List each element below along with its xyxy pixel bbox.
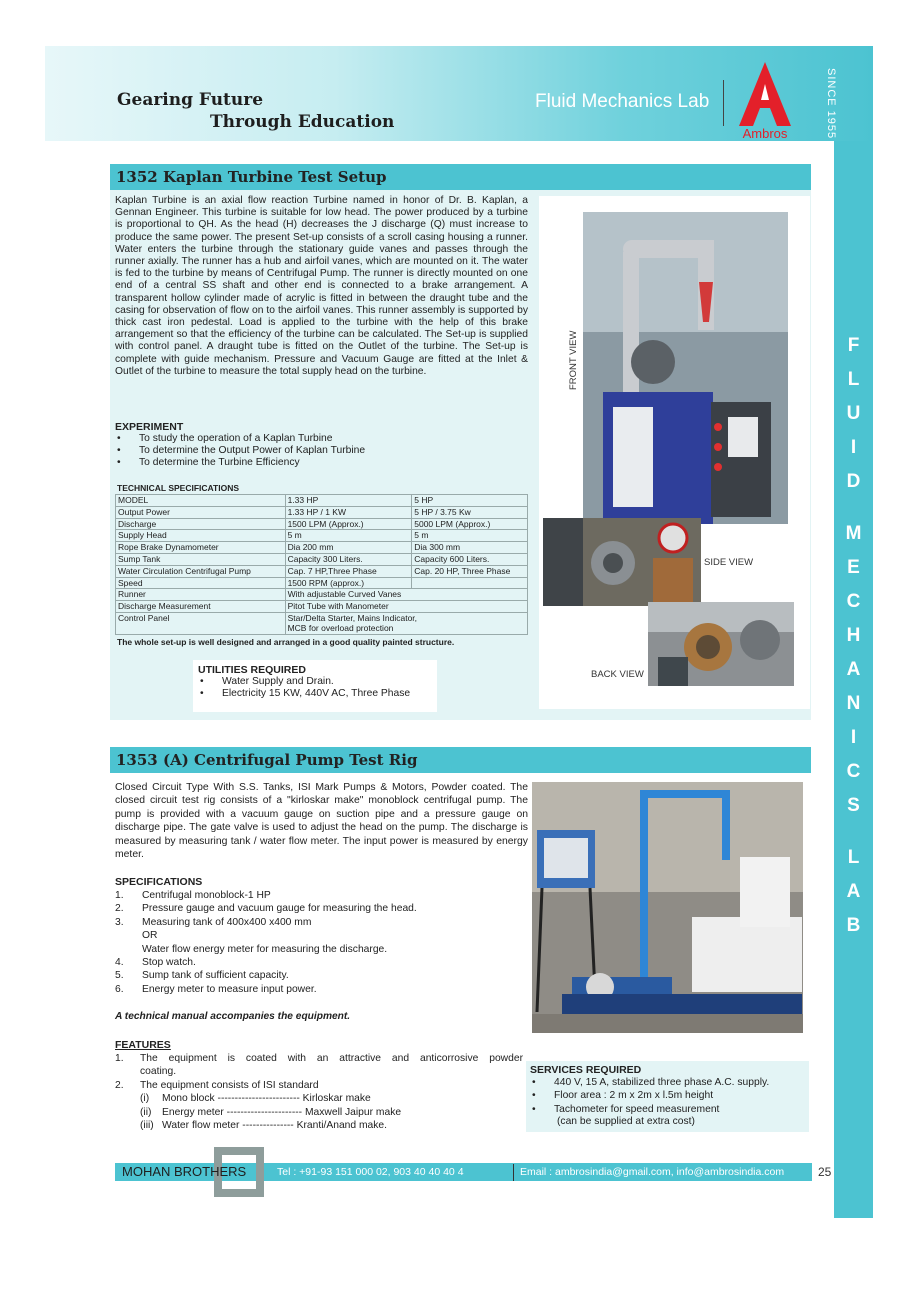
- item-text: Water flow meter --------------- Kranti/Anand make.: [162, 1120, 388, 1132]
- side-letter: M: [845, 523, 862, 544]
- side-view-label: SIDE VIEW: [704, 557, 754, 568]
- list-item: [115, 1119, 523, 1132]
- table-cell: Cap. 20 HP, Three Phase: [412, 565, 528, 577]
- item-text: Mono block ------------------------ Kirloskar make: [162, 1093, 371, 1105]
- table-cell: 1500 RPM (approx.): [285, 577, 412, 589]
- table-cell: Discharge Measurement: [116, 601, 286, 613]
- list-item: [115, 1079, 523, 1092]
- item-text: Pressure gauge and vacuum gauge for measuring the head.: [142, 903, 417, 915]
- list-item: [115, 929, 525, 942]
- item-number: 6.: [115, 983, 124, 995]
- feature-text: The equipment consists of ISI standard: [140, 1079, 319, 1091]
- list-item: • Water Supply and Drain.: [198, 676, 432, 688]
- list-item: • To study the operation of a Kaplan Turbine: [115, 433, 515, 445]
- list-item: [115, 889, 525, 902]
- side-letter: D: [846, 471, 861, 492]
- feature-text-cont: coating.: [140, 1066, 177, 1078]
- table-cell: Runner: [116, 589, 286, 601]
- services-heading: SERVICES REQUIRED: [530, 1064, 642, 1076]
- side-letter: A: [846, 881, 861, 902]
- side-letter: I: [850, 727, 857, 748]
- table-row: [116, 506, 528, 518]
- experiment-heading: EXPERIMENT: [115, 421, 184, 433]
- item-number: 3.: [115, 916, 124, 928]
- front-view-photo: [583, 212, 788, 524]
- centrifugal-description: Closed Circuit Type With S.S. Tanks, ISI Mark Pumps & Motors, Powder coated. The closed circuit test rig consists of a "kirloskar make" monoblock centrifugal pump. The pump is provided with a vacuum gauge on suction pipe and a pressure gauge on discharge pipe. The gate valve is used to adjust the head on the pump. The discharge is measured by measuring tank / water flow meter. The input power is measured by energy meter.: [115, 782, 528, 861]
- utilities-box: [193, 660, 437, 712]
- side-letter: N: [846, 693, 861, 714]
- table-cell: Supply Head: [116, 530, 286, 542]
- table-cell: Capacity 600 Liters.: [412, 553, 528, 565]
- table-cell: Rope Brake Dynamometer: [116, 542, 286, 554]
- side-letter: A: [846, 659, 861, 680]
- table-row: [116, 612, 528, 634]
- cell-line: With adjustable Curved Vanes: [287, 589, 402, 600]
- table-row: [116, 565, 528, 577]
- tagline-line-1: Gearing Future: [117, 90, 264, 110]
- services-list: [530, 1076, 805, 1116]
- cell-line: MCB for overload protection: [287, 623, 394, 634]
- table-cell: Sump Tank: [116, 553, 286, 565]
- table-cell: [285, 601, 527, 613]
- side-letter: L: [847, 369, 860, 390]
- list-item: • 440 V, 15 A, stabilized three phase A.C. supply.: [530, 1076, 805, 1089]
- table-cell: 5 HP / 3.75 Kw: [412, 506, 528, 518]
- table-row: [116, 518, 528, 530]
- table-cell: Output Power: [116, 506, 286, 518]
- company-name: MOHAN BROTHERS: [122, 1164, 247, 1179]
- table-row: [116, 577, 528, 589]
- list-item: • Electricity 15 KW, 440V AC, Three Phase: [198, 688, 432, 700]
- table-row: [116, 542, 528, 554]
- build-quality-note: The whole set-up is well designed and arranged in a good quality painted structure.: [117, 637, 455, 647]
- list-item: [115, 1052, 523, 1065]
- side-letter: I: [850, 437, 857, 458]
- footer-telephone: Tel : +91-93 151 000 02, 903 40 40 40 4: [277, 1166, 464, 1178]
- item-number: 4.: [115, 957, 124, 969]
- item-number: (iii): [140, 1120, 154, 1132]
- table-row: [116, 495, 528, 507]
- table-cell: Control Panel: [116, 612, 286, 634]
- list-item: • To determine the Output Power of Kaplan Turbine: [115, 445, 515, 457]
- side-letter: B: [846, 915, 861, 936]
- list-item: [115, 1106, 523, 1119]
- manual-note: A technical manual accompanies the equipment.: [115, 1011, 351, 1022]
- ambros-logo: [733, 60, 797, 140]
- side-letter: C: [846, 591, 861, 612]
- item-text: Centrifugal monoblock-1 HP: [142, 890, 271, 901]
- section-title-centrifugal: 1353 (A) Centrifugal Pump Test Rig: [110, 747, 811, 773]
- feature-number: 2.: [115, 1079, 124, 1091]
- tech-spec-heading: TECHNICAL SPECIFICATIONS: [117, 483, 239, 493]
- footer-divider: [513, 1164, 514, 1181]
- side-letter: U: [846, 403, 861, 424]
- side-letter: L: [847, 847, 860, 868]
- table-cell: Dia 200 mm: [285, 542, 412, 554]
- table-cell: Speed: [116, 577, 286, 589]
- table-cell: Cap. 7 HP,Three Phase: [285, 565, 412, 577]
- list-item: [115, 969, 525, 982]
- side-view-photo: [543, 518, 701, 606]
- table-cell: MODEL: [116, 495, 286, 507]
- table-row: [116, 601, 528, 613]
- list-item: [115, 943, 525, 956]
- list-item: • Tachometer for speed measurement: [530, 1103, 805, 1116]
- back-view-label: BACK VIEW: [591, 669, 644, 680]
- table-row: [116, 553, 528, 565]
- list-item: [115, 983, 525, 996]
- cell-line: Pitot Tube with Manometer: [287, 601, 389, 612]
- lab-name: Fluid Mechanics Lab: [535, 91, 710, 112]
- utilities-list: [198, 676, 432, 700]
- section-title-kaplan: 1352 Kaplan Turbine Test Setup: [110, 164, 811, 190]
- brand-name: Ambros: [742, 126, 788, 140]
- item-number: (i): [140, 1093, 150, 1105]
- features-list: [115, 1052, 523, 1132]
- item-number: 2.: [115, 903, 124, 915]
- features-heading: FEATURES: [115, 1039, 171, 1051]
- list-item: [115, 902, 525, 915]
- item-number: 5.: [115, 970, 124, 982]
- feature-number: 1.: [115, 1053, 124, 1064]
- footer-email: Email : ambrosindia@gmail.com, info@ambrosindia.com: [520, 1166, 785, 1178]
- experiment-list: [115, 433, 515, 470]
- table-cell: 5 m: [412, 530, 528, 542]
- list-item: [115, 1065, 523, 1078]
- utilities-heading: UTILITIES REQUIRED: [198, 664, 306, 676]
- table-cell: [412, 577, 528, 589]
- side-letter: F: [847, 335, 860, 356]
- table-cell: Discharge: [116, 518, 286, 530]
- table-cell: [285, 612, 527, 634]
- item-text: Sump tank of sufficient capacity.: [142, 970, 289, 982]
- table-cell: 1.33 HP / 1 KW: [285, 506, 412, 518]
- side-letter: H: [846, 625, 861, 646]
- page-header: [45, 46, 873, 141]
- item-text: Energy meter ---------------------- Maxwell Jaipur make: [162, 1106, 402, 1118]
- table-cell: Capacity 300 Liters.: [285, 553, 412, 565]
- services-box: [526, 1061, 809, 1132]
- side-letter: E: [847, 557, 860, 578]
- tagline-line-2: Through Education: [210, 112, 395, 132]
- table-row: [116, 589, 528, 601]
- table-cell: 1500 LPM (Approx.): [285, 518, 412, 530]
- page-number: 25: [818, 1165, 832, 1179]
- services-note: (can be supplied at extra cost): [557, 1116, 695, 1128]
- since-label: SINCE 1955: [825, 68, 837, 140]
- side-letter: C: [846, 761, 861, 782]
- table-cell: 5 HP: [412, 495, 528, 507]
- item-number: [115, 943, 142, 956]
- item-number: 1.: [115, 890, 124, 901]
- front-view-label: FRONT VIEW: [568, 330, 579, 390]
- item-text: Water flow energy meter for measuring the discharge.: [142, 943, 388, 955]
- table-cell: [285, 589, 527, 601]
- specifications-list: [115, 889, 525, 996]
- side-banner: [834, 141, 873, 1218]
- side-letter: S: [847, 795, 860, 816]
- list-item: [115, 1092, 523, 1105]
- kaplan-description: Kaplan Turbine is an axial flow reaction Turbine named in honor of Dr. B. Kaplan, a Gennan Engineer. This turbine is suitable for low head. The power produced by a turbine is proportional to QH. As the head (H) decreases the J discharge (Q) must increase to produce the same power. The present Set-up consists of a scroll casing housing a runner. Water enters the turbine through the stationary guide vanes and passes through the runner axially. The runner has a hub and airfoil vanes, which are mounted on it. The water is fed to the turbine by means of Centrifugal Pump. The runner is directly mounted on one end of a central SS shaft and other end is connected to a brake arrangement. A transparent hollow cylinder made of acrylic is fitted in between the draught tube and the casing for observation of flow on to the airfoil vanes. This runner assembly is supported by thick cast iron pedestal. Load is applied to the turbine with the help of this brake arrangement so that the efficiency of the turbine can be calculated. The Set-up is supplied with control panel. A draught tube is fitted on the Outlet of the turbine. The Set-up is complete with guide mechanism. Pressure and Vacuum Gauge are fitted at the Inlet & Outlet of the turbine to measure the total supply head on the turbine.: [115, 195, 528, 377]
- list-item: • To determine the Turbine Efficiency: [115, 457, 515, 469]
- back-view-photo: [648, 602, 794, 686]
- table-cell: 5000 LPM (Approx.): [412, 518, 528, 530]
- item-text: OR: [142, 930, 158, 942]
- table-row: [116, 530, 528, 542]
- cell-line: Star/Delta Starter, Mains Indicator,: [287, 612, 418, 623]
- item-text: Measuring tank of 400x400 x400 mm: [142, 916, 312, 928]
- table-cell: Dia 300 mm: [412, 542, 528, 554]
- list-item: • Floor area : 2 m x 2m x l.5m height: [530, 1089, 805, 1102]
- specifications-heading: SPECIFICATIONS: [115, 876, 203, 888]
- list-item: [115, 956, 525, 969]
- table-cell: 1.33 HP: [285, 495, 412, 507]
- feature-text: The equipment is coated with an attractive and anticorrosive powder: [140, 1053, 523, 1064]
- list-item: [115, 916, 525, 929]
- sub-features-list: [115, 1092, 523, 1132]
- table-cell: Water Circulation Centrifugal Pump: [116, 565, 286, 577]
- item-text: Energy meter to measure input power.: [142, 983, 317, 995]
- item-number: [115, 929, 142, 942]
- centrifugal-pump-photo: [532, 782, 803, 1033]
- header-divider: [723, 80, 724, 126]
- tech-spec-table: [115, 494, 528, 635]
- side-banner-text: [834, 329, 873, 943]
- item-text: Stop watch.: [142, 957, 196, 969]
- item-number: (ii): [140, 1106, 152, 1118]
- table-cell: 5 m: [285, 530, 412, 542]
